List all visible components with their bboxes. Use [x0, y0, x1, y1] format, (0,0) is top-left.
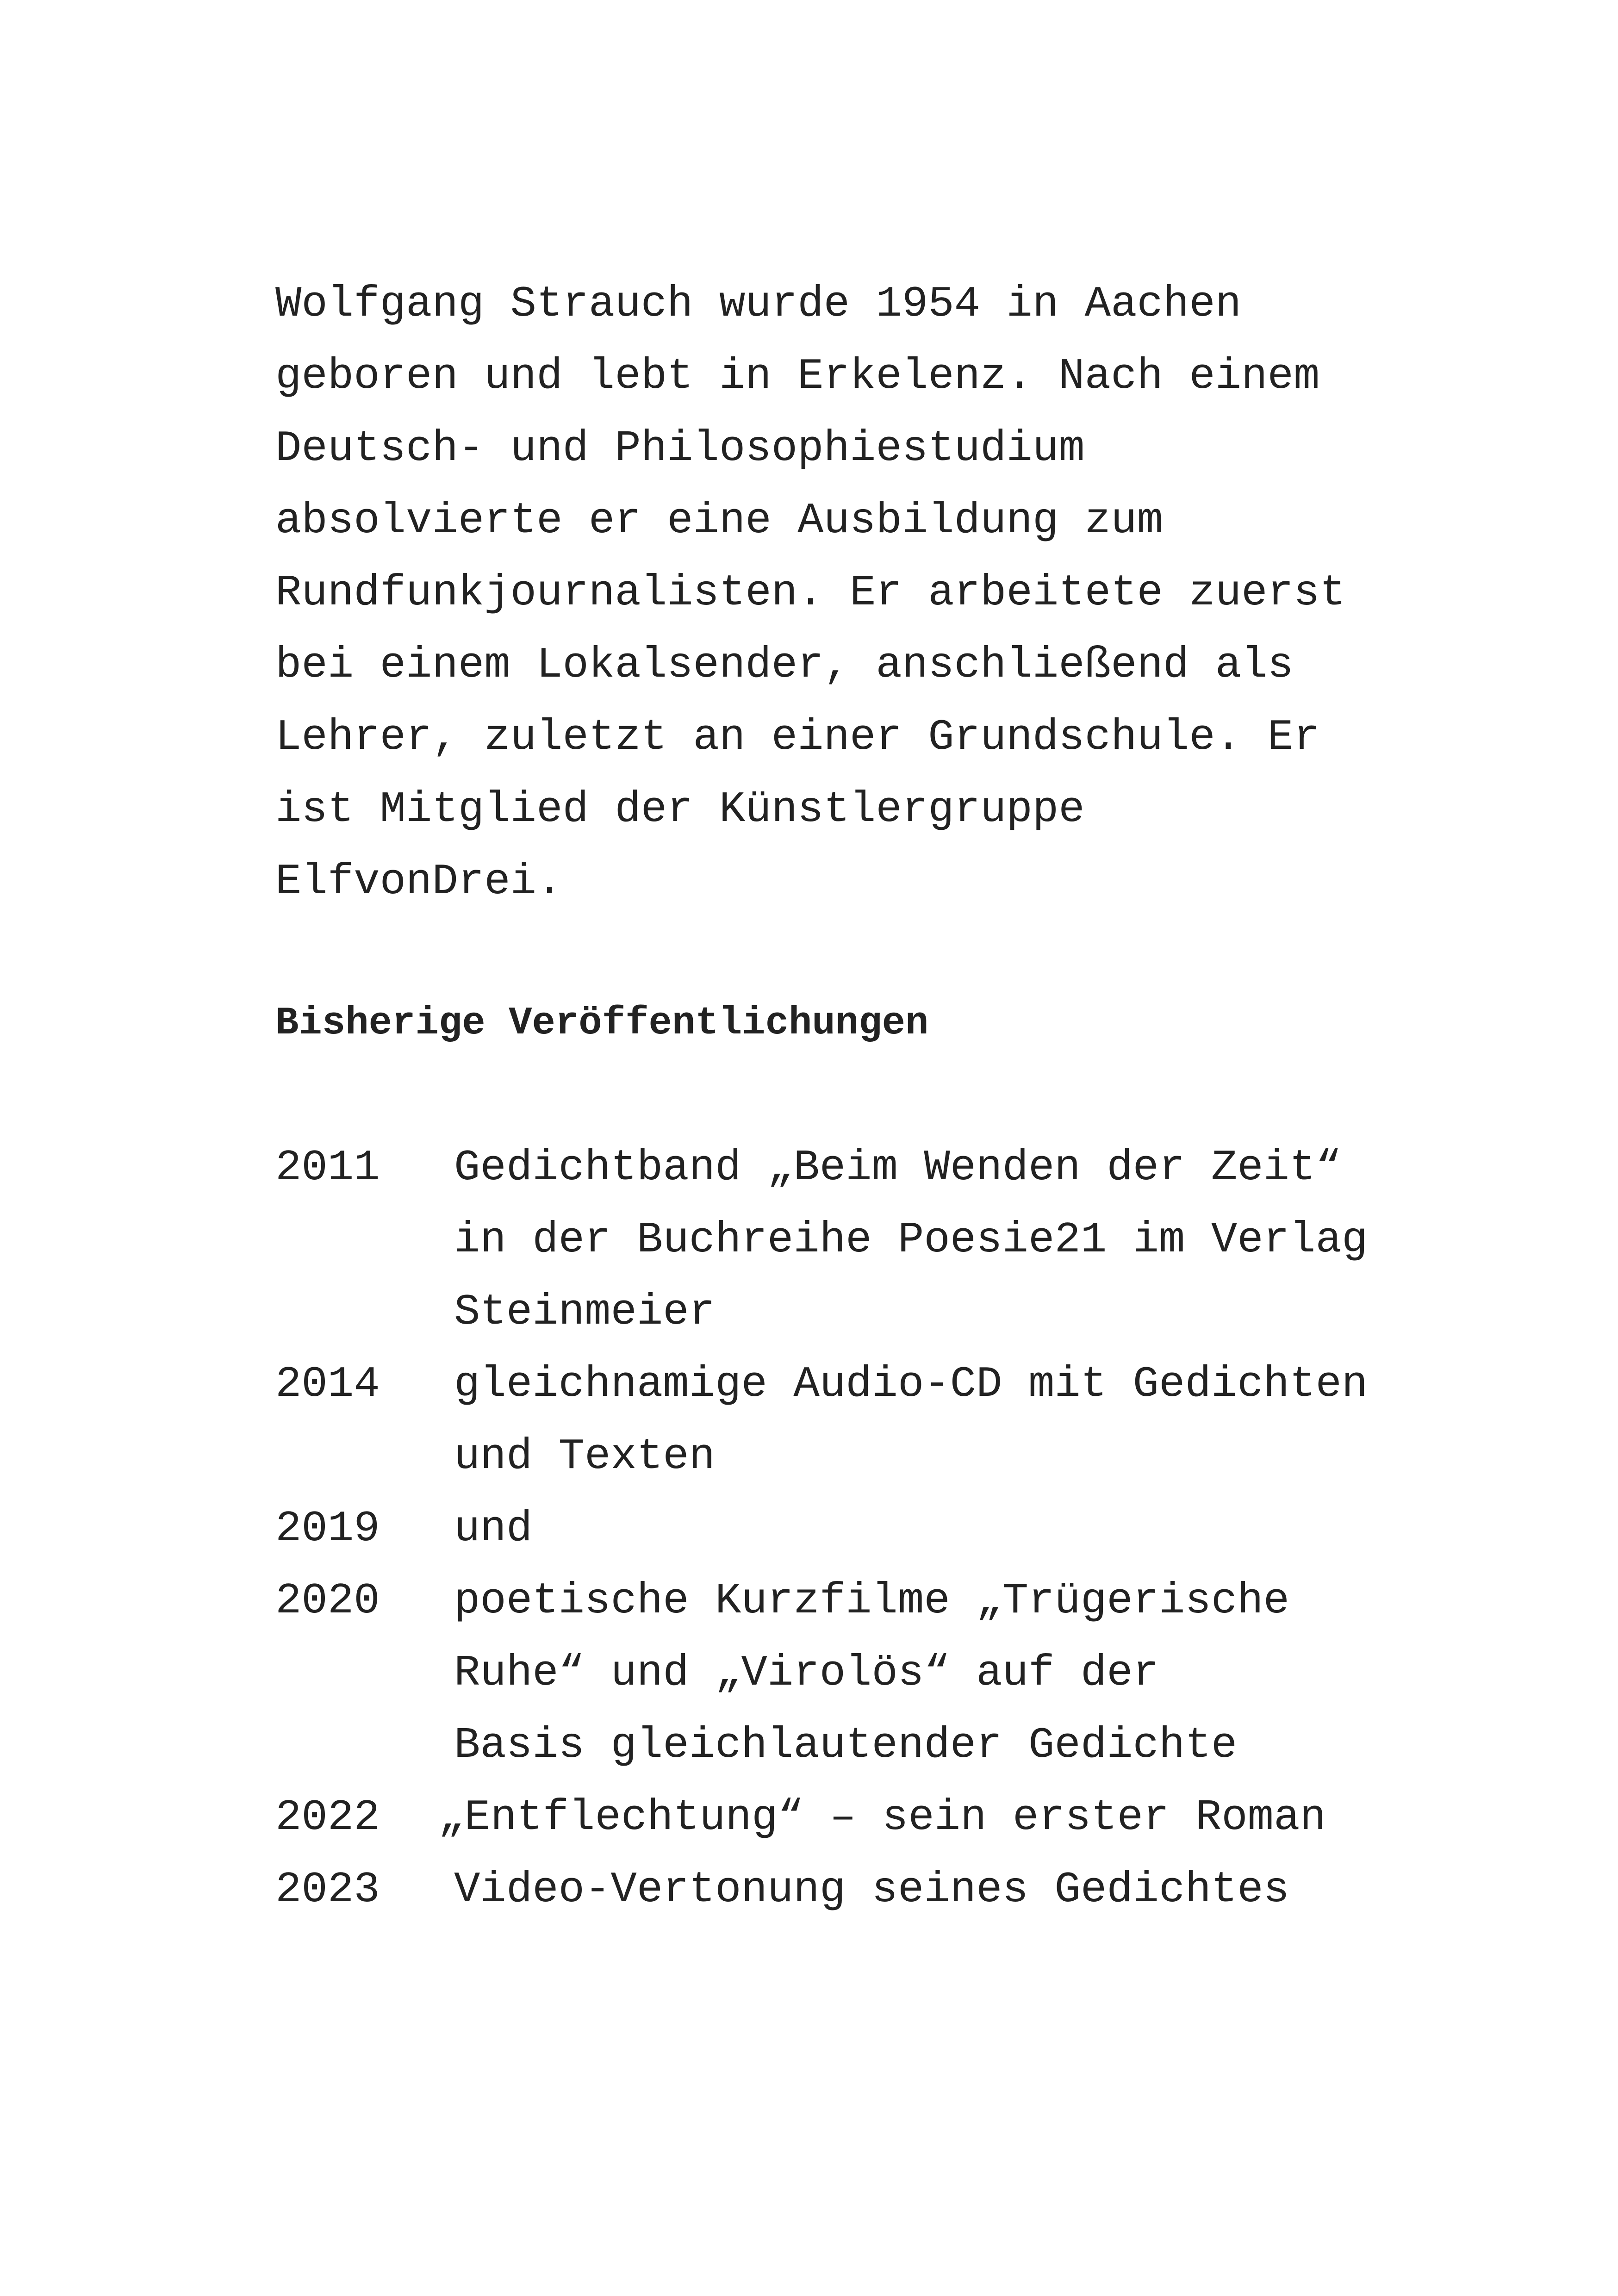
- section-heading: Bisherige Veröffentlichungen: [275, 1002, 929, 1045]
- bio-line: ist Mitglied der Künstlergruppe: [275, 785, 1085, 834]
- publication-description: [454, 1565, 1525, 1782]
- bio-line: geboren und lebt in Erkelenz. Nach einem: [275, 352, 1320, 401]
- description-line: und: [454, 1505, 533, 1554]
- publication-description: [454, 1493, 1525, 1565]
- description-line: poetische Kurzfilme „Trügerische: [454, 1577, 1290, 1626]
- publication-description: [454, 1132, 1525, 1349]
- publication-entry: [275, 1132, 1525, 1349]
- description-line: Basis gleichlautender Gedichte: [454, 1721, 1238, 1770]
- publication-description: [454, 1349, 1525, 1493]
- description-line: und Texten: [454, 1432, 716, 1481]
- bio-line: Rundfunkjournalisten. Er arbeitete zuerst: [275, 569, 1346, 618]
- biography-paragraph: [275, 268, 1432, 918]
- bio-line: bei einem Lokalsender, anschließend als: [275, 641, 1294, 690]
- description-line: Steinmeier: [454, 1288, 716, 1337]
- publication-entry: [275, 1565, 1525, 1782]
- publications-list: [275, 1132, 1525, 1926]
- publication-entry: [275, 1349, 1525, 1493]
- bio-line: absolvierte er eine Ausbildung zum: [275, 497, 1163, 546]
- bio-line: Wolfgang Strauch wurde 1954 in Aachen: [275, 280, 1242, 329]
- publication-year: 2014: [275, 1360, 380, 1409]
- publication-entry: [275, 1782, 1525, 1854]
- bio-line: Deutsch- und Philosophiestudium: [275, 424, 1085, 473]
- publication-year: 2019: [275, 1505, 380, 1554]
- publication-year: 2020: [275, 1577, 380, 1626]
- bio-line: ElfvonDrei.: [275, 858, 563, 907]
- description-line: in der Buchreihe Poesie21 im Verlag: [454, 1216, 1368, 1265]
- description-line: Video-Vertonung seines Gedichtes: [454, 1866, 1290, 1915]
- publication-year: 2011: [275, 1144, 380, 1193]
- description-line: „Entflechtung“ – sein erster Roman: [438, 1793, 1326, 1842]
- publication-description: [438, 1782, 1525, 1854]
- description-line: gleichnamige Audio-CD mit Gedichten: [454, 1360, 1368, 1409]
- publication-entry: [275, 1493, 1525, 1565]
- bio-line: Lehrer, zuletzt an einer Grundschule. Er: [275, 713, 1320, 762]
- publication-year: 2022: [275, 1793, 380, 1842]
- description-line: Gedichtband „Beim Wenden der Zeit“: [454, 1144, 1342, 1193]
- publication-description: [454, 1854, 1525, 1926]
- publication-year: 2023: [275, 1866, 380, 1915]
- publication-entry: [275, 1854, 1525, 1926]
- description-line: Ruhe“ und „Virolös“ auf der: [454, 1649, 1159, 1698]
